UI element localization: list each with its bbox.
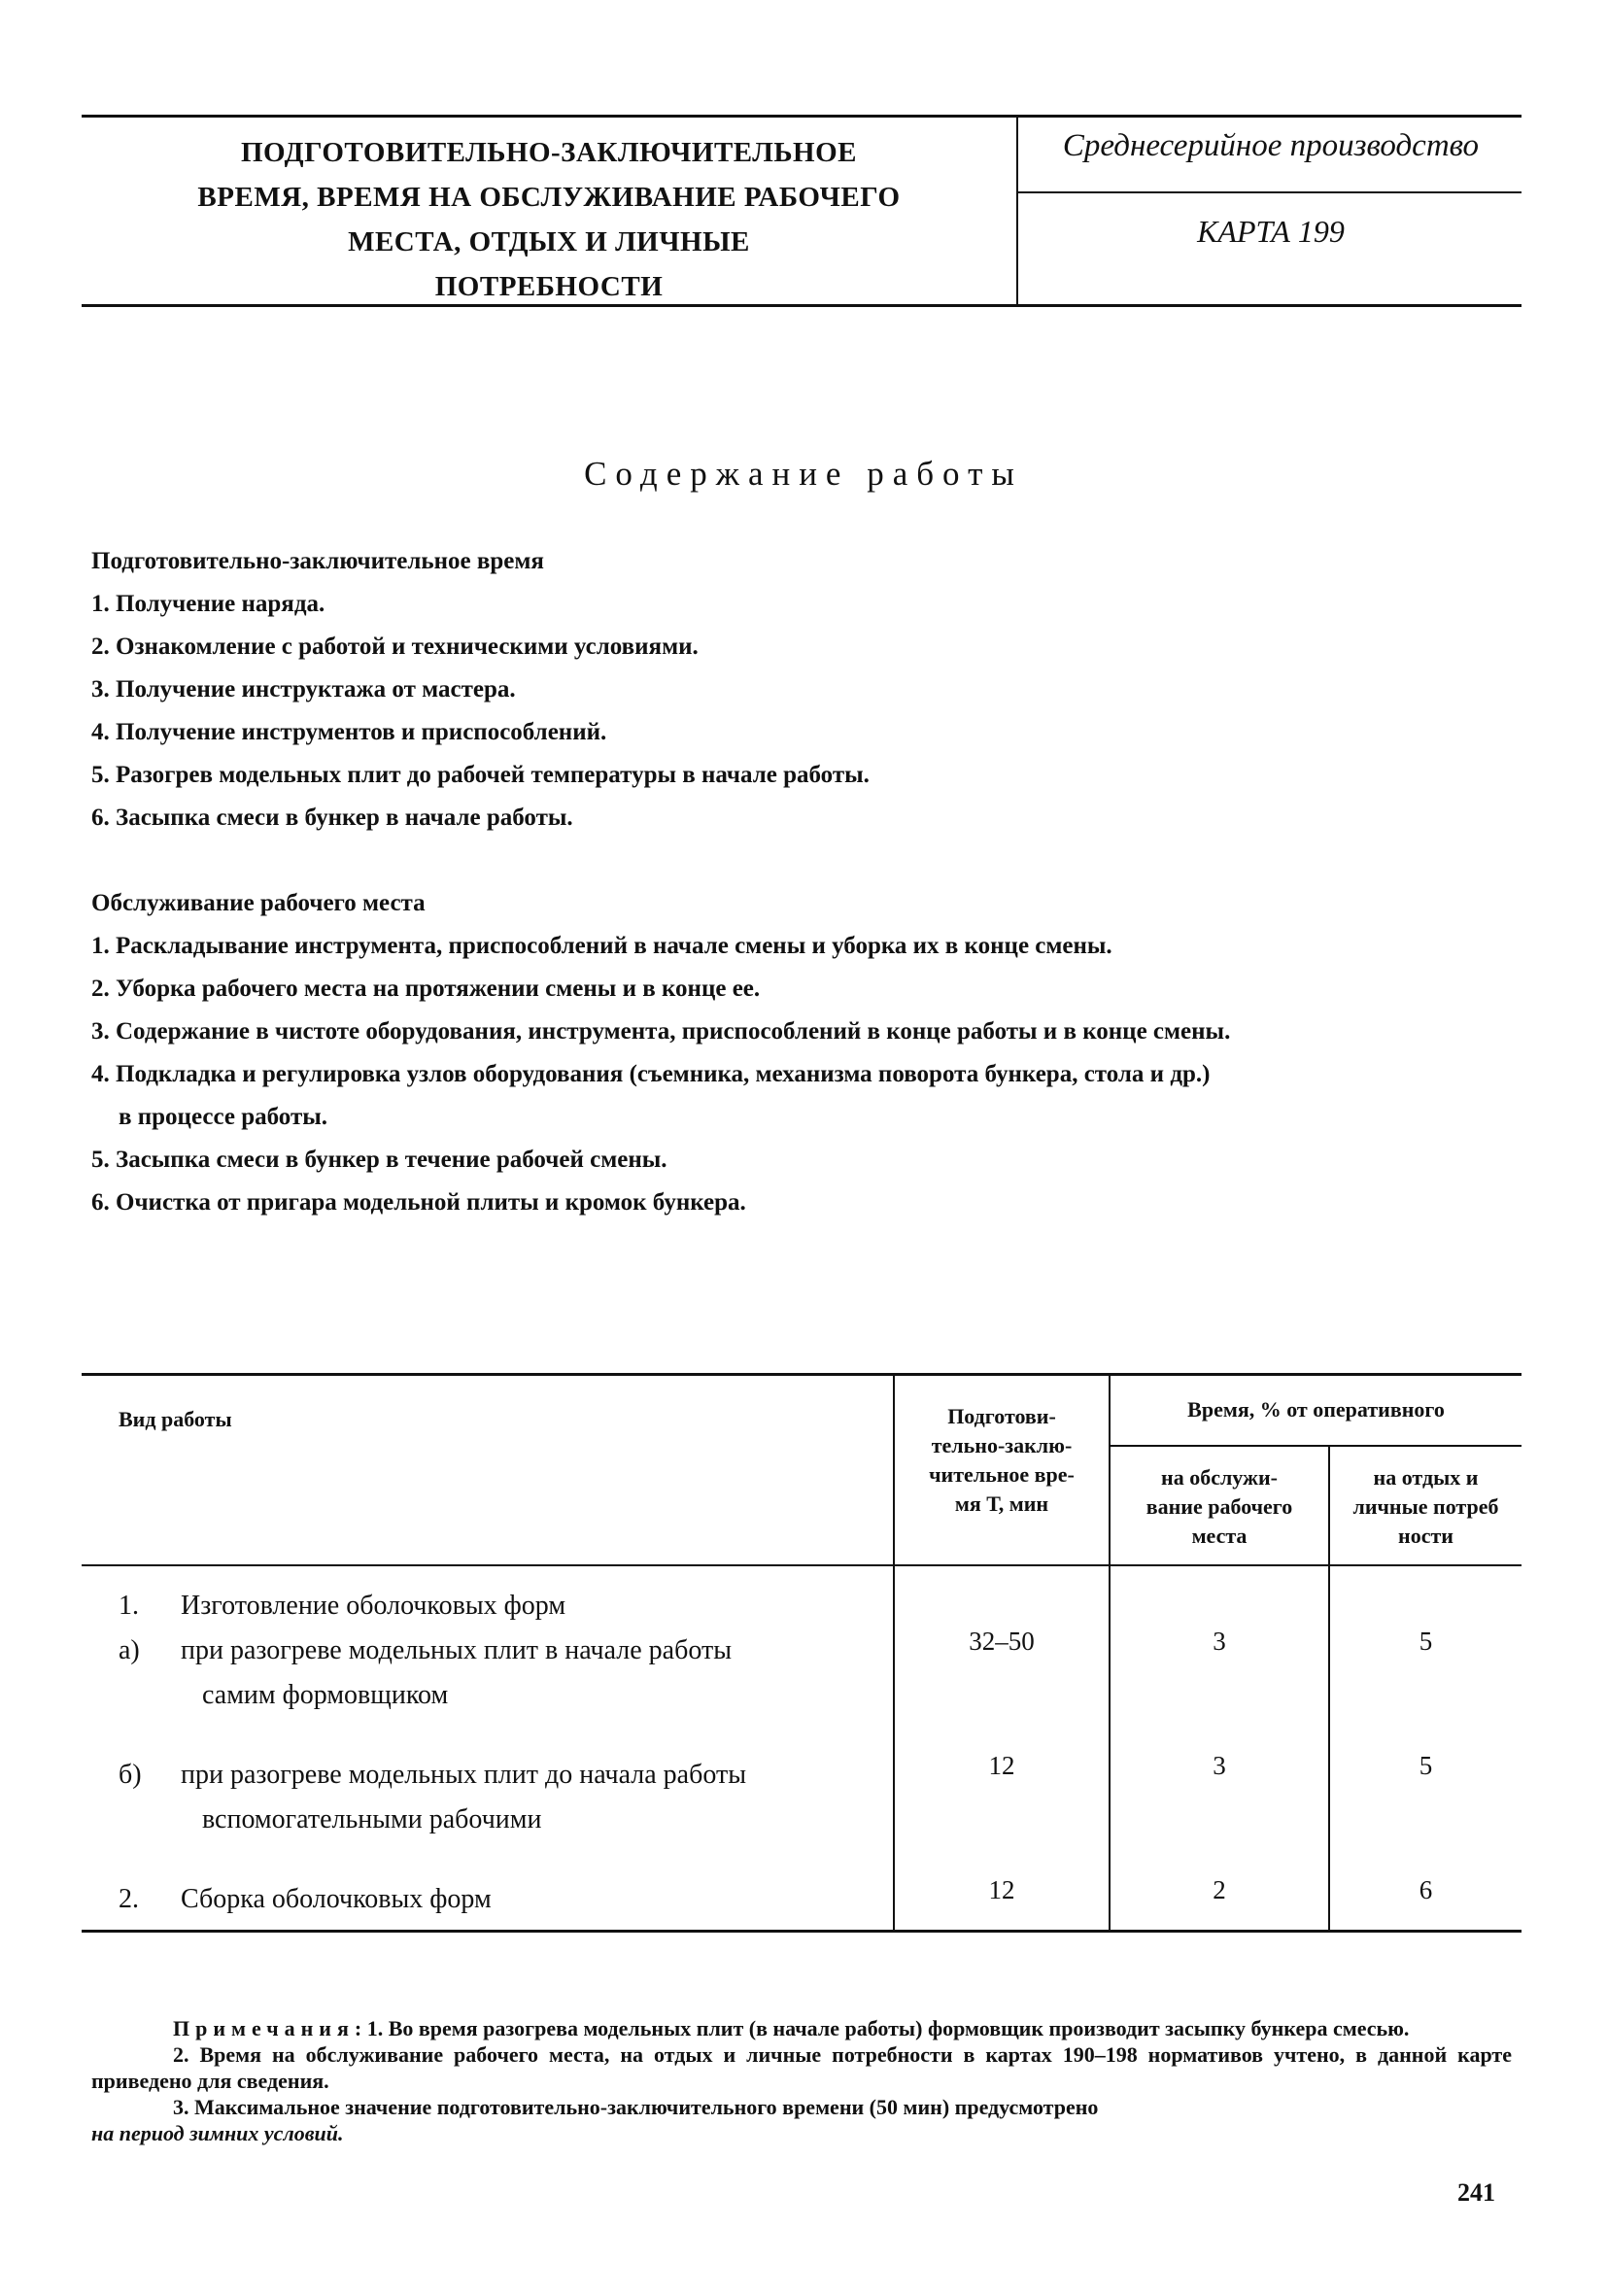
header-work-type: Вид работы	[119, 1407, 232, 1431]
list-item: 5. Засыпка смеси в бункер в течение рабочей смены.	[91, 1147, 667, 1173]
row-num: 1.	[119, 1591, 139, 1621]
row-num: а)	[119, 1635, 140, 1665]
list-item-continuation: в процессе работы.	[119, 1104, 328, 1130]
list-item: 2. Уборка рабочего места на протяжении смены и в конце ее.	[91, 976, 761, 1002]
list-item: 6. Очистка от пригара модельной плиты и кромок бункера.	[91, 1189, 746, 1216]
header-title-line: ВРЕМЯ, ВРЕМЯ НА ОБСЛУЖИВАНИЕ РАБОЧЕГО	[197, 182, 901, 213]
list-item: 5. Разогрев модельных плит до рабочей температуры в начале работы.	[91, 762, 870, 788]
header-service	[1111, 1463, 1328, 1551]
header-prep-time	[895, 1402, 1109, 1519]
table-bottom-rule	[82, 1930, 1522, 1933]
header-title	[165, 130, 933, 309]
notes	[91, 2015, 1512, 2146]
header-line: мя Т, мин	[954, 1491, 1049, 1516]
cell-service: 2	[1213, 1875, 1226, 1904]
production-type: Среднесерийное производство	[1062, 128, 1480, 163]
prep-time-block	[91, 540, 1529, 840]
row-text: при разогреве модельных плит в начале работы	[181, 1635, 733, 1665]
notes-label: Примечания	[173, 2016, 355, 2040]
cell-prep: 32–50	[969, 1627, 1035, 1656]
list-item: 4. Подкладка и регулировка узлов оборудования (съемника, механизма поворота бункера, стола и др.)	[91, 1061, 1211, 1087]
list-item: 1. Раскладывание инструмента, приспособлений в начале смены и уборка их в конце смены.	[91, 933, 1112, 959]
header-line: вание рабочего	[1145, 1494, 1293, 1519]
row-num: 2.	[119, 1884, 139, 1914]
cell-rest: 5	[1419, 1627, 1433, 1656]
page-number: 241	[1457, 2178, 1495, 2207]
note-3: 3. Максимальное значение подготовительно-заключительного времени (50 мин) предусмотрено	[173, 2095, 1099, 2119]
row-num: б)	[119, 1760, 142, 1790]
list-item: 3. Получение инструктажа от мастера.	[91, 676, 516, 703]
list-item: 1. Получение наряда.	[91, 591, 325, 617]
section-title: Содержание работы	[584, 455, 1023, 493]
header-line: на обслужи-	[1161, 1465, 1278, 1490]
service-heading: Обслуживание рабочего места	[91, 890, 426, 916]
cell-rest: 5	[1419, 1751, 1433, 1780]
cell-rest: 6	[1419, 1875, 1433, 1904]
cell-service: 3	[1213, 1751, 1226, 1780]
header-divider	[1016, 115, 1018, 305]
header-line: на отдых и	[1373, 1465, 1479, 1490]
row-text: Сборка оболочковых форм	[181, 1884, 492, 1914]
list-item: 6. Засыпка смеси в бункер в начале работы.	[91, 805, 573, 831]
cell-service: 3	[1213, 1627, 1226, 1656]
row-text: Изготовление оболочковых форм	[181, 1591, 566, 1621]
header-time-pct: Время, % от оперативного	[1187, 1397, 1445, 1422]
row-text-cont: вспомогательными рабочими	[202, 1804, 542, 1834]
row-text: при разогреве модельных плит до начала работы	[181, 1760, 747, 1790]
cell-prep: 12	[988, 1875, 1015, 1904]
header-line: личные потреб	[1352, 1494, 1499, 1519]
header-title-line: МЕСТА, ОТДЫХ И ЛИЧНЫЕ	[348, 226, 750, 257]
table-top-rule	[82, 1373, 1522, 1376]
row-text-cont: самим формовщиком	[202, 1680, 449, 1710]
list-item: 3. Содержание в чистоте оборудования, инструмента, приспособлений в конце работы и в конце смены.	[91, 1018, 1231, 1045]
table-header-rule	[82, 1564, 1522, 1566]
header-line: чительное вре-	[929, 1462, 1075, 1487]
header-line: тельно-заклю-	[931, 1433, 1073, 1457]
prep-heading: Подготовительно-заключительное время	[91, 548, 544, 574]
header-right-divider	[1016, 191, 1522, 193]
note-1: : 1. Во время разогрева модельных плит (в начале работы) формовщик производит засыпку бункера смесью.	[354, 2016, 1410, 2040]
header-line: ности	[1398, 1524, 1453, 1548]
note-2: 2. Время на обслуживание рабочего места, на отдых и личные потребности в картах 190–198 нормативов учтено, в данной карте приведено для сведения.	[91, 2042, 1512, 2093]
cell-prep: 12	[988, 1751, 1015, 1780]
note-3-cont: на период зимних условий.	[91, 2121, 344, 2145]
card-number: КАРТА 199	[1197, 214, 1345, 249]
header-line: места	[1191, 1524, 1248, 1548]
list-item: 4. Получение инструментов и приспособлений.	[91, 719, 607, 745]
header-title-line: ПОТРЕБНОСТИ	[434, 271, 664, 302]
table-subheader-rule	[1109, 1445, 1522, 1447]
list-item: 2. Ознакомление с работой и техническими условиями.	[91, 634, 699, 660]
header-title-line: ПОДГОТОВИТЕЛЬНО-ЗАКЛЮЧИТЕЛЬНОЕ	[241, 137, 857, 168]
service-block	[91, 882, 1529, 1224]
header-rest	[1330, 1463, 1522, 1551]
header-line: Подготови-	[947, 1404, 1056, 1428]
header-top-rule	[82, 115, 1522, 118]
